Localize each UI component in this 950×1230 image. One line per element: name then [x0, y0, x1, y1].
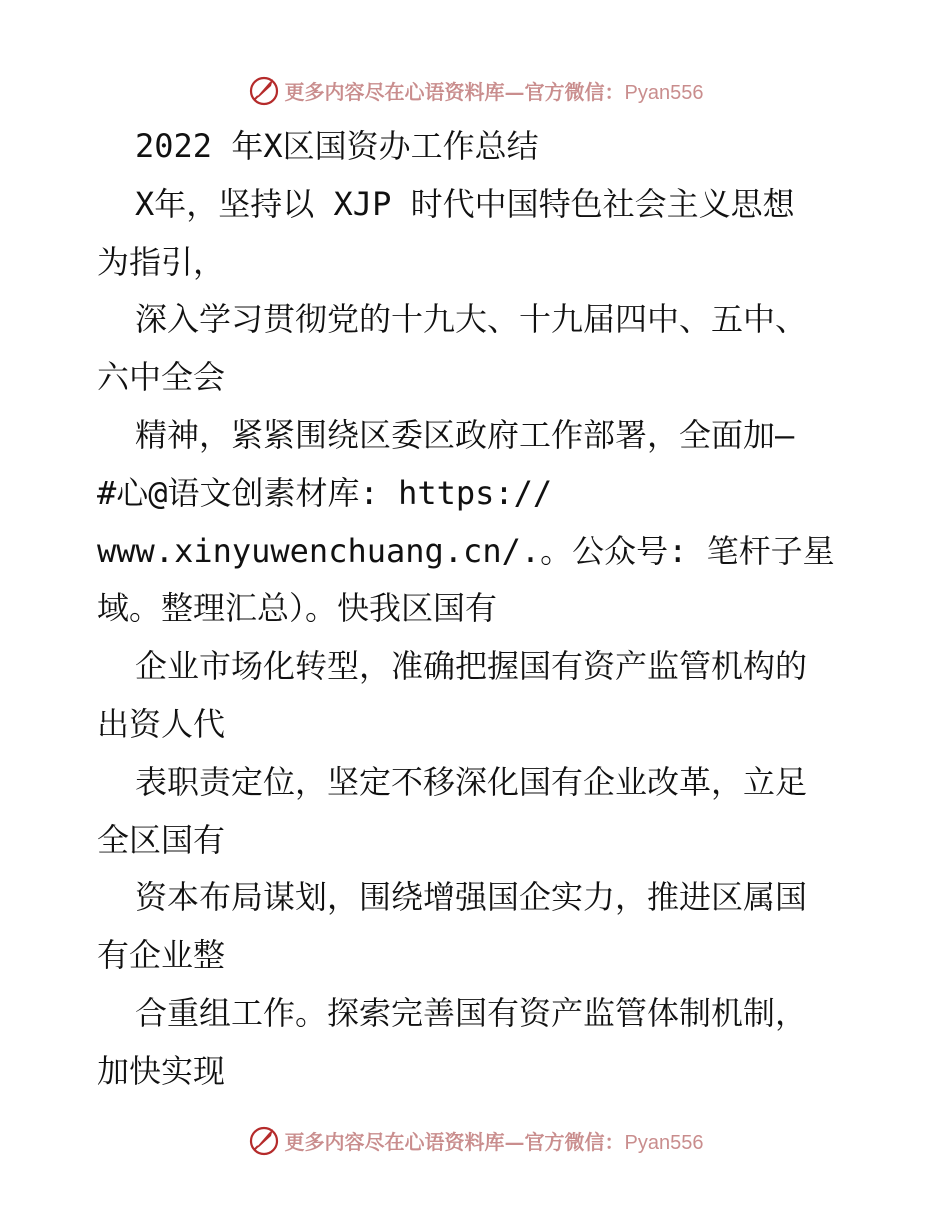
- paragraph-line: 深入学习贯彻党的十九大、十九届四中、五中、: [135, 300, 808, 339]
- footer-banner-text: [285, 1126, 704, 1155]
- paragraph-line: 合重组工作。探索完善国有资产监管体制机制，: [135, 993, 808, 1032]
- paragraph-line: 资本布局谋划，围绕增强国企实力，推进区属国: [135, 878, 808, 917]
- paragraph-line: 加快实现: [97, 1051, 226, 1090]
- header-banner-text: [285, 76, 704, 105]
- paragraph-line: 六中全会: [97, 358, 226, 397]
- paragraph-line: 企业市场化转型，准确把握国有资产监管机构的: [135, 647, 808, 686]
- header-banner-contact: Pyan556: [624, 81, 704, 104]
- paragraph-line: 全区国有: [97, 820, 226, 859]
- paragraph-line: 域。整理汇总）。快我区国有: [97, 589, 498, 628]
- quill-pen-logo-icon: [247, 73, 281, 107]
- paragraph-line: 精神，紧紧围绕区委区政府工作部署，全面加—: [135, 415, 795, 454]
- footer-banner-contact: Pyan556: [624, 1131, 704, 1154]
- document-body: [97, 118, 857, 1101]
- document-title: 2022 年X区国资办工作总结: [135, 127, 539, 165]
- header-banner-label: 更多内容尽在心语资料库—官方微信：: [284, 79, 625, 104]
- paragraph-line: 为指引，: [97, 242, 226, 281]
- header-banner-inner: [247, 73, 704, 107]
- paragraph-line: 出资人代: [97, 704, 226, 743]
- footer-banner-label: 更多内容尽在心语资料库—官方微信：: [284, 1129, 625, 1154]
- footer-banner-inner: [247, 1123, 704, 1157]
- header-watermark-banner: [0, 70, 950, 110]
- paragraph-line: 有企业整: [97, 936, 226, 975]
- paragraph-line: www.xinyuwenchuang.cn/.。公众号: 笔杆子星: [97, 531, 835, 570]
- quill-pen-logo-icon: [247, 1123, 281, 1157]
- paragraph-line: 表职责定位，坚定不移深化国有企业改革，立足: [135, 762, 808, 801]
- paragraph-line: X年，坚持以 XJP 时代中国特色社会主义思想: [135, 184, 795, 223]
- footer-watermark-banner: [0, 1120, 950, 1160]
- paragraph-line: #心@语文创素材库: https://: [97, 473, 553, 512]
